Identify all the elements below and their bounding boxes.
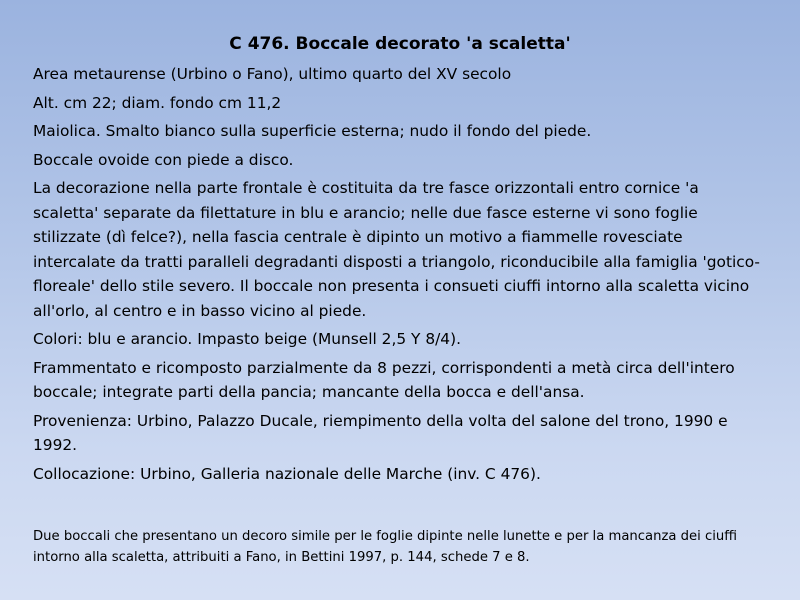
decoration-paragraph: La decorazione nella parte frontale è costituita da tre fasce orizzontali entro cornice 'a scaletta' separate da filettature in blu e arancio; nelle due fasce esterne vi sono foglie stilizzate (dì felce?), nella fascia centrale è dipinto un motivo a fiammelle rovesciate intercalate da tratti paralleli degradanti disposti a triangolo, riconducibile alla famiglia 'gotico-floreale' dello stile severo. Il boccale non presenta i consueti ciuffi intorno alla scaletta vicino all'orlo, al centro e in basso vicino al piede. [33, 179, 760, 320]
catalog-entry-body [33, 62, 763, 490]
bibliography-note: Due boccali che presentano un decoro simile per le foglie dipinte nelle lunette e per la mancanza dei ciuffi intorno alla scaletta, attribuiti a Fano, in Bettini 1997, p. 144, schede 7 e 8. [33, 529, 738, 565]
origin-paragraph: Area metaurense (Urbino o Fano), ultimo quarto del XV secolo [33, 65, 512, 83]
location-paragraph: Collocazione: Urbino, Galleria nazionale delle Marche (inv. C 476). [33, 464, 541, 483]
colors-paragraph: Colori: blu e arancio. Impasto beige (Munsell 2,5 Y 8/4). [33, 330, 461, 348]
slide-title: C 476. Boccale decorato 'a scaletta' [229, 34, 571, 54]
condition-paragraph: Frammentato e ricomposto parzialmente da 8 pezzi, corrispondenti a metà circa dell'intero boccale; integrate parti della pancia; mancante della bocca e dell'ansa. [33, 358, 735, 401]
dimensions-paragraph: Alt. cm 22; diam. fondo cm 11,2 [33, 93, 282, 112]
shape-paragraph: Boccale ovoide con piede a disco. [33, 150, 294, 169]
material-paragraph: Maiolica. Smalto bianco sulla superficie esterna; nudo il fondo del piede. [33, 122, 592, 140]
provenance-paragraph: Provenienza: Urbino, Palazzo Ducale, riempimento della volta del salone del trono, 1990 e 1992. [33, 411, 728, 454]
